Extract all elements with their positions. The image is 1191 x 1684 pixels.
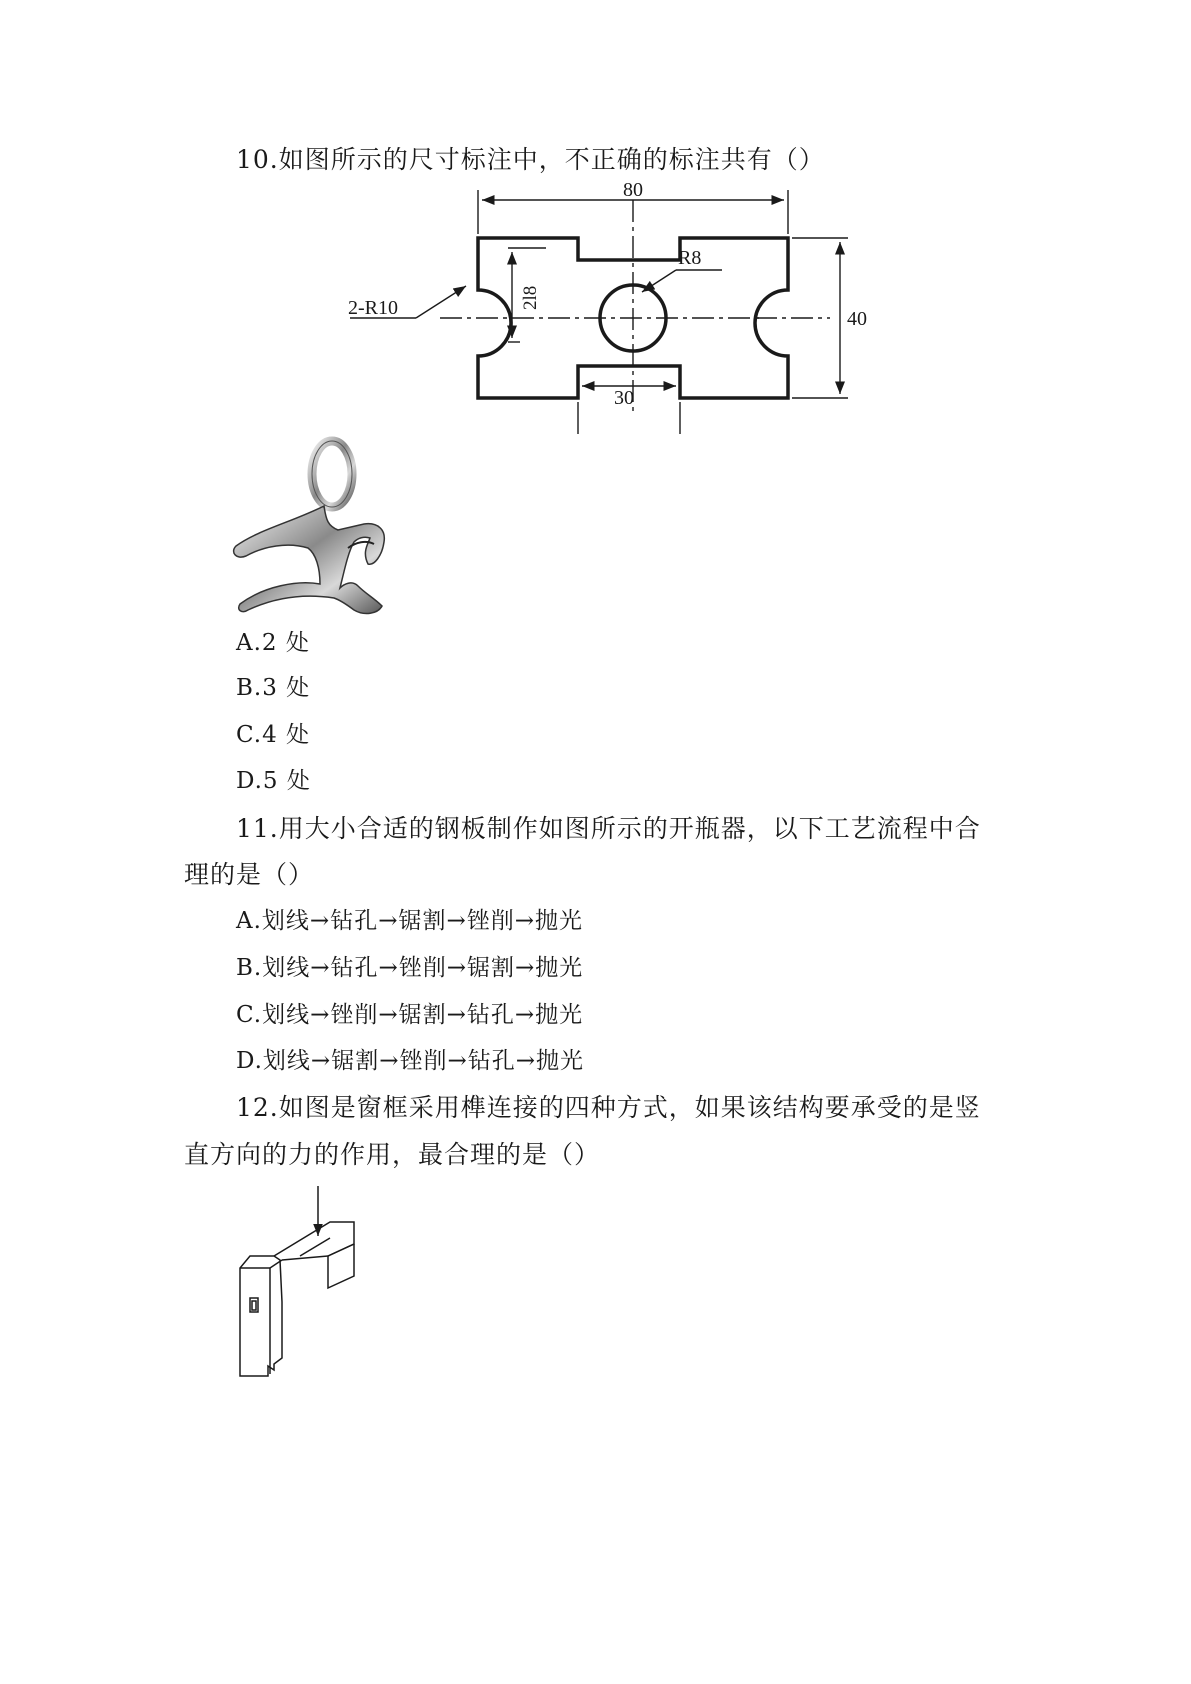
- q11-option-b[interactable]: B.划线→钻孔→锉削→锯割→抛光: [236, 955, 584, 981]
- dim-slot-label: 30: [614, 387, 634, 409]
- dim-diameter-label: 2l8: [520, 285, 541, 310]
- q10-option-d[interactable]: D.5 处: [236, 768, 311, 794]
- bottle-opener-image: [228, 438, 414, 620]
- q11-option-c[interactable]: C.划线→锉削→锯割→钻孔→抛光: [236, 1002, 584, 1028]
- question-12-stem-line1: 12.如图是窗框采用榫连接的四种方式，如果该结构要承受的是竖: [236, 1093, 981, 1122]
- question-11-stem-line1: 11.用大小合适的钢板制作如图所示的开瓶器，以下工艺流程中合: [236, 814, 981, 843]
- question-11-stem-line2: 理的是（）: [184, 860, 315, 889]
- dim-hole-radius-label: R8: [678, 247, 702, 269]
- window-frame-joint-drawing: [230, 1186, 390, 1386]
- q10-option-a[interactable]: A.2 处: [236, 630, 310, 656]
- dimension-drawing: [348, 179, 880, 446]
- q10-option-c[interactable]: C.4 处: [236, 722, 311, 748]
- q11-option-d[interactable]: D.划线→锯割→锉削→钻孔→抛光: [236, 1048, 585, 1074]
- question-12-stem-line2: 直方向的力的作用，最合理的是（）: [184, 1140, 601, 1169]
- q10-option-b[interactable]: B.3 处: [236, 675, 311, 701]
- dim-height-label: 40: [847, 308, 867, 330]
- question-10-stem: 10.如图所示的尺寸标注中，不正确的标注共有（）: [236, 145, 825, 174]
- q11-option-a[interactable]: A.划线→钻孔→锯割→锉削→抛光: [236, 908, 584, 934]
- dim-width-label: 80: [623, 179, 643, 201]
- dim-notch-label: 2-R10: [348, 297, 398, 319]
